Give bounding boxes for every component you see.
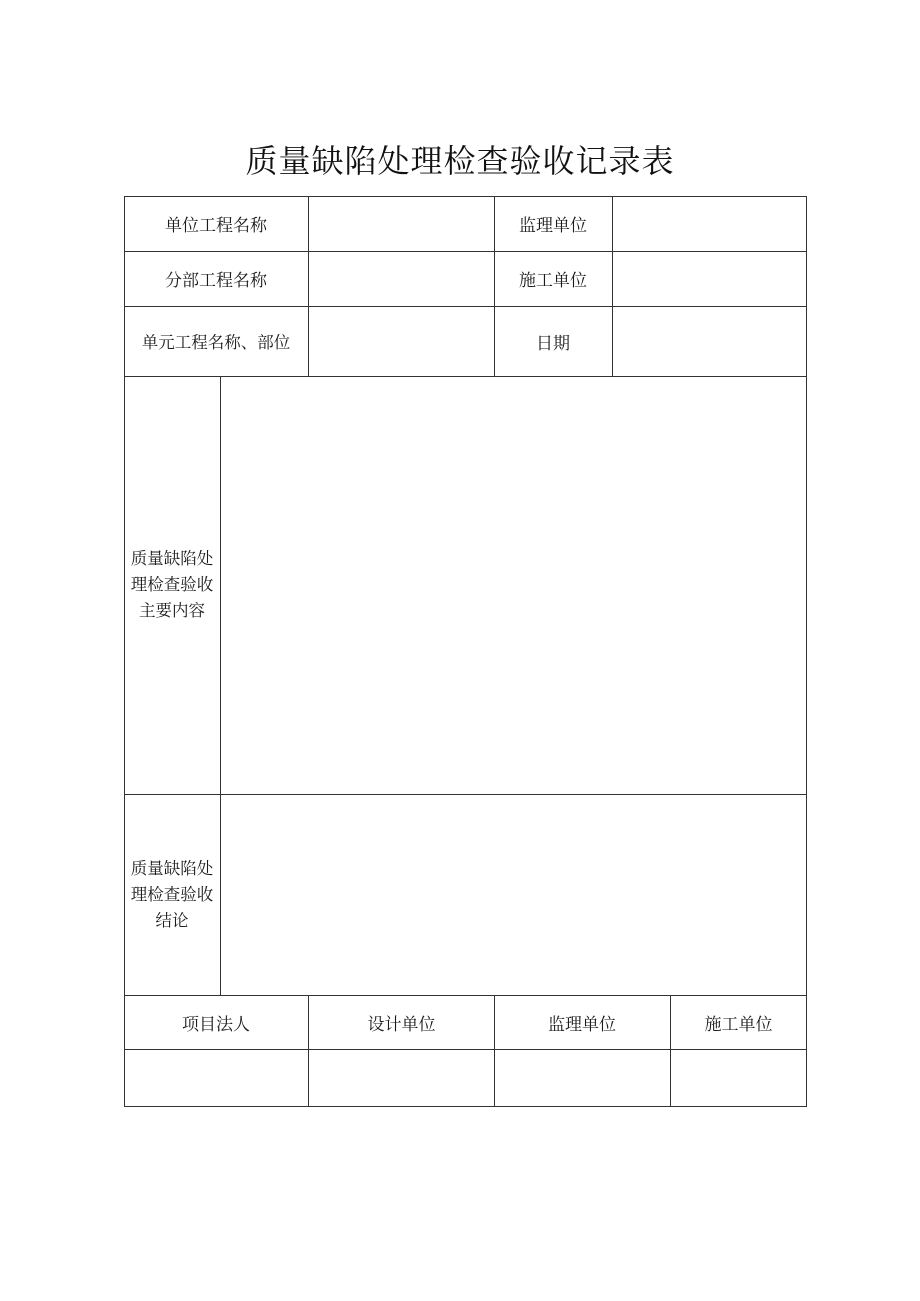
construction-unit-label: 施工单位 <box>519 271 587 291</box>
conclusion-label-line: 结论 <box>155 910 189 930</box>
supervision-unit-label: 监理单位 <box>519 216 587 236</box>
supervision-unit-signature[interactable] <box>494 1049 670 1106</box>
main-content-label-line: 质量缺陷处 <box>130 549 214 568</box>
construction-unit-header: 施工单位 <box>704 1014 773 1035</box>
project-owner-header: 项目法人 <box>182 1014 250 1035</box>
project-owner-signature[interactable] <box>124 1049 308 1106</box>
page-title: 质量缺陷处理检查验收记录表 <box>245 142 675 180</box>
design-unit-signature[interactable] <box>309 1049 494 1106</box>
construction-unit-signature[interactable] <box>671 1049 806 1106</box>
conclusion-label <box>124 794 220 995</box>
element-project-name-location-label: 单元工程名称、部位 <box>141 333 291 352</box>
date-field[interactable] <box>613 306 806 376</box>
element-project-name-location-field[interactable] <box>309 306 494 376</box>
conclusion-label-line: 质量缺陷处 <box>130 858 214 878</box>
unit-project-name-field[interactable] <box>309 196 494 251</box>
main-content-label-line: 主要内容 <box>139 601 205 620</box>
supervision-unit-field[interactable] <box>613 196 806 251</box>
table-border-right <box>806 196 807 1107</box>
main-content-label <box>124 376 220 794</box>
construction-unit-field[interactable] <box>613 251 806 306</box>
main-content-label-line: 理检查验收 <box>130 575 214 594</box>
supervision-unit-header: 监理单位 <box>548 1014 616 1035</box>
division-project-name-label: 分部工程名称 <box>165 271 267 291</box>
table-border-bottom <box>124 1106 807 1107</box>
conclusion-field[interactable] <box>221 794 806 995</box>
date-label: 日期 <box>536 333 570 354</box>
design-unit-header: 设计单位 <box>367 1014 436 1035</box>
conclusion-label-line: 理检查验收 <box>130 884 214 904</box>
division-project-name-field[interactable] <box>309 251 494 306</box>
main-content-field[interactable] <box>221 376 806 794</box>
unit-project-name-label: 单位工程名称 <box>165 216 267 236</box>
